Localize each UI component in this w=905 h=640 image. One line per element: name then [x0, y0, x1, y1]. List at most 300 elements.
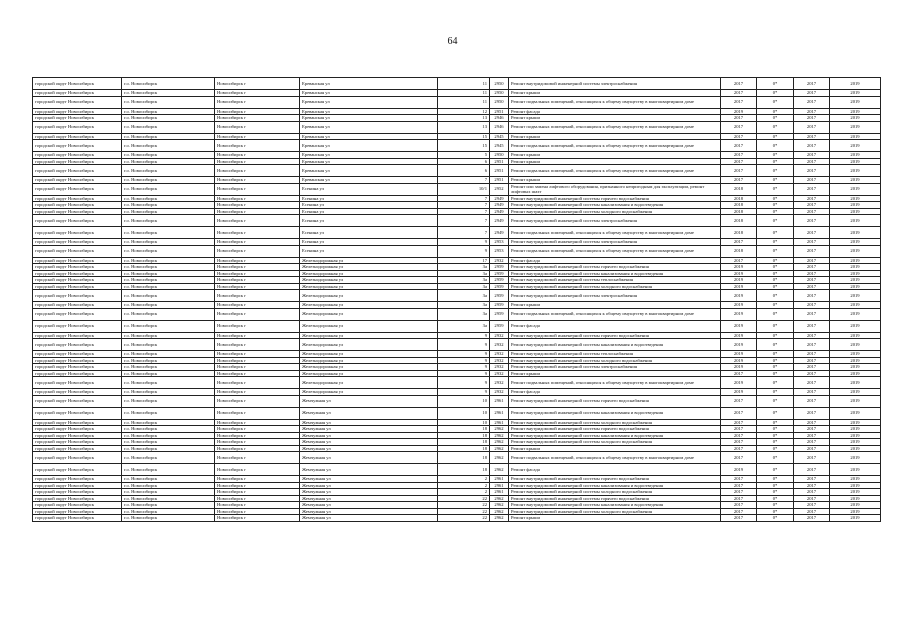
settlement-cell: г.о. Новосибирск	[122, 264, 215, 271]
house-number-cell: 7	[438, 177, 490, 184]
plan-year-cell: 2017	[794, 202, 830, 209]
settlement-cell: г.о. Новосибирск	[122, 364, 215, 371]
table-row	[33, 320, 881, 332]
house-code-cell: 2932	[490, 364, 509, 371]
plan-year-cell: 2017	[794, 377, 830, 389]
work-type-cell: Ремонт внутридомовой инженерной системы холодного водоснабжения	[509, 439, 721, 446]
house-code-cell: 2945	[490, 133, 509, 140]
house-number-cell: 17	[438, 257, 490, 264]
start-year-cell: 2017	[721, 152, 757, 159]
table-body	[33, 78, 881, 522]
work-type-cell: Ремонт внутридомовой инженерной системы холодного водоснабжения	[509, 489, 721, 496]
locality-cell: Новосибирск г	[215, 515, 300, 522]
plan-year-cell: 2017	[794, 245, 830, 257]
plan-year-cell: 2017	[794, 165, 830, 177]
work-type-cell: Ремонт подвальных помещений, относящихся к общему имуществу в многоквартирном доме	[509, 121, 721, 133]
municipality-cell: городской округ Новосибирск	[33, 177, 122, 184]
house-code-cell: 2962	[490, 515, 509, 522]
house-code-cell: 2949	[490, 202, 509, 209]
plan-year-cell: 2017	[794, 476, 830, 483]
municipality-cell: городской округ Новосибирск	[33, 495, 122, 502]
house-code-cell: 2952	[490, 183, 509, 195]
start-year-cell: 2019	[721, 389, 757, 396]
percent-cell: 0*	[757, 464, 794, 476]
locality-cell: Новосибирск г	[215, 389, 300, 396]
locality-cell: Новосибирск г	[215, 202, 300, 209]
locality-cell: Новосибирск г	[215, 283, 300, 290]
house-code-cell: 2945	[490, 140, 509, 152]
work-type-cell: Ремонт внутридомовой инженерной системы электроснабжения	[509, 290, 721, 302]
percent-cell: 0*	[757, 115, 794, 122]
settlement-cell: г.о. Новосибирск	[122, 277, 215, 284]
percent-cell: 0*	[757, 277, 794, 284]
house-number-cell: 3а	[438, 302, 490, 309]
house-code-cell: 2959	[490, 283, 509, 290]
percent-cell: 0*	[757, 208, 794, 215]
plan-year-cell: 2017	[794, 320, 830, 332]
settlement-cell: г.о. Новосибирск	[122, 320, 215, 332]
work-type-cell: Ремонт внутридомовой инженерной системы электроснабжения	[509, 239, 721, 246]
work-type-cell: Ремонт фасада	[509, 464, 721, 476]
plan-year-cell: 2017	[794, 208, 830, 215]
percent-cell: 0*	[757, 515, 794, 522]
settlement-cell: г.о. Новосибирск	[122, 407, 215, 419]
end-year-cell: 2019	[830, 445, 881, 452]
settlement-cell: г.о. Новосибирск	[122, 140, 215, 152]
work-type-cell: Ремонт подвальных помещений, относящихся к общему имуществу в многоквартирном доме	[509, 452, 721, 464]
locality-cell: Новосибирск г	[215, 407, 300, 419]
house-number-cell: 10/1	[438, 183, 490, 195]
start-year-cell: 2017	[721, 502, 757, 509]
plan-year-cell: 2017	[794, 78, 830, 90]
house-number-cell: 22	[438, 495, 490, 502]
percent-cell: 0*	[757, 308, 794, 320]
municipality-cell: городской округ Новосибирск	[33, 165, 122, 177]
plan-year-cell: 2017	[794, 96, 830, 108]
house-number-cell: 18	[438, 445, 490, 452]
percent-cell: 0*	[757, 439, 794, 446]
settlement-cell: г.о. Новосибирск	[122, 508, 215, 515]
house-number-cell: 11	[438, 90, 490, 97]
percent-cell: 0*	[757, 165, 794, 177]
street-cell: Есенина ул	[300, 239, 438, 246]
percent-cell: 0*	[757, 339, 794, 351]
start-year-cell: 2018	[721, 227, 757, 239]
work-type-cell: Ремонт внутридомовой инженерной системы горячего водоснабжения	[509, 395, 721, 407]
house-code-cell: 2932	[490, 389, 509, 396]
end-year-cell: 2019	[830, 165, 881, 177]
plan-year-cell: 2017	[794, 357, 830, 364]
percent-cell: 0*	[757, 332, 794, 339]
work-type-cell: Ремонт внутридомовой инженерной системы канализования и водоотведения	[509, 482, 721, 489]
street-cell: Железнодорожная ул	[300, 277, 438, 284]
house-number-cell: 9	[438, 351, 490, 358]
locality-cell: Новосибирск г	[215, 489, 300, 496]
house-code-cell: 2961	[490, 489, 509, 496]
start-year-cell: 2017	[721, 432, 757, 439]
start-year-cell: 2017	[721, 476, 757, 483]
percent-cell: 0*	[757, 152, 794, 159]
street-cell: Железнодорожная ул	[300, 332, 438, 339]
house-number-cell: 9	[438, 339, 490, 351]
street-cell: Железнодорожная ул	[300, 283, 438, 290]
table-row	[33, 464, 881, 476]
plan-year-cell: 2017	[794, 302, 830, 309]
settlement-cell: г.о. Новосибирск	[122, 495, 215, 502]
start-year-cell: 2019	[721, 332, 757, 339]
locality-cell: Новосибирск г	[215, 158, 300, 165]
end-year-cell: 2019	[830, 364, 881, 371]
plan-year-cell: 2017	[794, 270, 830, 277]
municipality-cell: городской округ Новосибирск	[33, 445, 122, 452]
work-type-cell: Ремонт или замена лифтового оборудования, признанного непригодным для эксплуатации, ремонт лифтовых шахт	[509, 183, 721, 195]
municipality-cell: городской округ Новосибирск	[33, 257, 122, 264]
end-year-cell: 2019	[830, 432, 881, 439]
house-code-cell: 2961	[490, 395, 509, 407]
street-cell: Есенина ул	[300, 195, 438, 202]
municipality-cell: городской округ Новосибирск	[33, 202, 122, 209]
locality-cell: Новосибирск г	[215, 195, 300, 202]
start-year-cell: 2019	[721, 351, 757, 358]
house-number-cell: 12	[438, 108, 490, 115]
locality-cell: Новосибирск г	[215, 152, 300, 159]
plan-year-cell: 2017	[794, 195, 830, 202]
municipality-cell: городской округ Новосибирск	[33, 208, 122, 215]
house-code-cell: 2951	[490, 108, 509, 115]
municipality-cell: городской округ Новосибирск	[33, 426, 122, 433]
locality-cell: Новосибирск г	[215, 351, 300, 358]
start-year-cell: 2017	[721, 439, 757, 446]
end-year-cell: 2019	[830, 183, 881, 195]
end-year-cell: 2019	[830, 208, 881, 215]
table-row	[33, 395, 881, 407]
locality-cell: Новосибирск г	[215, 370, 300, 377]
work-type-cell: Ремонт крыши	[509, 133, 721, 140]
settlement-cell: г.о. Новосибирск	[122, 152, 215, 159]
street-cell: Ереванская ул	[300, 165, 438, 177]
table-row	[33, 308, 881, 320]
plan-year-cell: 2017	[794, 489, 830, 496]
house-number-cell: 18	[438, 432, 490, 439]
plan-year-cell: 2017	[794, 395, 830, 407]
house-code-cell: 2962	[490, 432, 509, 439]
start-year-cell: 2019	[721, 320, 757, 332]
house-number-cell: 7	[438, 195, 490, 202]
plan-year-cell: 2017	[794, 407, 830, 419]
house-code-cell: 2950	[490, 96, 509, 108]
locality-cell: Новосибирск г	[215, 419, 300, 426]
street-cell: Железнодорожная ул	[300, 257, 438, 264]
street-cell: Железнодорожная ул	[300, 320, 438, 332]
end-year-cell: 2019	[830, 215, 881, 227]
plan-year-cell: 2017	[794, 389, 830, 396]
percent-cell: 0*	[757, 508, 794, 515]
house-number-cell: 22	[438, 515, 490, 522]
start-year-cell: 2017	[721, 482, 757, 489]
house-number-cell: 9	[438, 389, 490, 396]
start-year-cell: 2017	[721, 140, 757, 152]
street-cell: Ереванская ул	[300, 152, 438, 159]
work-type-cell: Ремонт крыши	[509, 177, 721, 184]
locality-cell: Новосибирск г	[215, 445, 300, 452]
plan-year-cell: 2017	[794, 439, 830, 446]
percent-cell: 0*	[757, 158, 794, 165]
settlement-cell: г.о. Новосибирск	[122, 370, 215, 377]
plan-year-cell: 2017	[794, 464, 830, 476]
start-year-cell: 2017	[721, 395, 757, 407]
municipality-cell: городской округ Новосибирск	[33, 432, 122, 439]
house-code-cell: 2950	[490, 152, 509, 159]
end-year-cell: 2019	[830, 439, 881, 446]
table-row	[33, 452, 881, 464]
start-year-cell: 2019	[721, 308, 757, 320]
end-year-cell: 2019	[830, 515, 881, 522]
locality-cell: Новосибирск г	[215, 96, 300, 108]
municipality-cell: городской округ Новосибирск	[33, 133, 122, 140]
work-type-cell: Ремонт подвальных помещений, относящихся к общему имуществу в многоквартирном доме	[509, 227, 721, 239]
settlement-cell: г.о. Новосибирск	[122, 96, 215, 108]
plan-year-cell: 2017	[794, 370, 830, 377]
percent-cell: 0*	[757, 351, 794, 358]
table-row	[33, 515, 881, 522]
percent-cell: 0*	[757, 364, 794, 371]
start-year-cell: 2017	[721, 426, 757, 433]
plan-year-cell: 2017	[794, 419, 830, 426]
start-year-cell: 2017	[721, 407, 757, 419]
street-cell: Железнодорожная ул	[300, 364, 438, 371]
street-cell: Ереванская ул	[300, 108, 438, 115]
end-year-cell: 2019	[830, 152, 881, 159]
house-number-cell: 3а	[438, 277, 490, 284]
start-year-cell: 2017	[721, 133, 757, 140]
percent-cell: 0*	[757, 445, 794, 452]
end-year-cell: 2019	[830, 495, 881, 502]
house-code-cell: 2953	[490, 245, 509, 257]
municipality-cell: городской округ Новосибирск	[33, 302, 122, 309]
house-code-cell: 2949	[490, 195, 509, 202]
settlement-cell: г.о. Новосибирск	[122, 452, 215, 464]
end-year-cell: 2019	[830, 508, 881, 515]
settlement-cell: г.о. Новосибирск	[122, 121, 215, 133]
house-code-cell: 2961	[490, 419, 509, 426]
start-year-cell: 2018	[721, 183, 757, 195]
settlement-cell: г.о. Новосибирск	[122, 183, 215, 195]
end-year-cell: 2019	[830, 202, 881, 209]
locality-cell: Новосибирск г	[215, 78, 300, 90]
work-type-cell: Ремонт внутридомовой инженерной системы холодного водоснабжения	[509, 357, 721, 364]
start-year-cell: 2017	[721, 489, 757, 496]
locality-cell: Новосибирск г	[215, 495, 300, 502]
percent-cell: 0*	[757, 407, 794, 419]
street-cell: Жемчужная ул	[300, 489, 438, 496]
street-cell: Жемчужная ул	[300, 445, 438, 452]
municipality-cell: городской округ Новосибирск	[33, 108, 122, 115]
house-code-cell: 2949	[490, 215, 509, 227]
locality-cell: Новосибирск г	[215, 227, 300, 239]
settlement-cell: г.о. Новосибирск	[122, 215, 215, 227]
end-year-cell: 2019	[830, 357, 881, 364]
house-code-cell: 2959	[490, 308, 509, 320]
house-number-cell: 10	[438, 419, 490, 426]
percent-cell: 0*	[757, 495, 794, 502]
street-cell: Есенина ул	[300, 183, 438, 195]
percent-cell: 0*	[757, 320, 794, 332]
locality-cell: Новосибирск г	[215, 339, 300, 351]
house-number-cell: 18	[438, 464, 490, 476]
percent-cell: 0*	[757, 96, 794, 108]
house-code-cell: 2959	[490, 320, 509, 332]
settlement-cell: г.о. Новосибирск	[122, 339, 215, 351]
end-year-cell: 2019	[830, 395, 881, 407]
settlement-cell: г.о. Новосибирск	[122, 290, 215, 302]
house-number-cell: 18	[438, 426, 490, 433]
plan-year-cell: 2017	[794, 445, 830, 452]
house-number-cell: 9	[438, 364, 490, 371]
municipality-cell: городской округ Новосибирск	[33, 320, 122, 332]
street-cell: Железнодорожная ул	[300, 389, 438, 396]
locality-cell: Новосибирск г	[215, 290, 300, 302]
percent-cell: 0*	[757, 239, 794, 246]
settlement-cell: г.о. Новосибирск	[122, 515, 215, 522]
house-number-cell: 9	[438, 332, 490, 339]
street-cell: Жемчужная ул	[300, 407, 438, 419]
start-year-cell: 2017	[721, 445, 757, 452]
municipality-cell: городской округ Новосибирск	[33, 239, 122, 246]
street-cell: Железнодорожная ул	[300, 302, 438, 309]
start-year-cell: 2017	[721, 158, 757, 165]
municipality-cell: городской округ Новосибирск	[33, 377, 122, 389]
percent-cell: 0*	[757, 227, 794, 239]
plan-year-cell: 2017	[794, 339, 830, 351]
municipality-cell: городской округ Новосибирск	[33, 115, 122, 122]
work-type-cell: Ремонт внутридомовой инженерной системы канализования и водоотведения	[509, 339, 721, 351]
percent-cell: 0*	[757, 215, 794, 227]
plan-year-cell: 2017	[794, 115, 830, 122]
work-type-cell: Ремонт крыши	[509, 515, 721, 522]
work-type-cell: Ремонт внутридомовой инженерной системы канализования и водоотведения	[509, 270, 721, 277]
settlement-cell: г.о. Новосибирск	[122, 332, 215, 339]
plan-year-cell: 2017	[794, 515, 830, 522]
table-row	[33, 407, 881, 419]
start-year-cell: 2017	[721, 165, 757, 177]
street-cell: Ереванская ул	[300, 140, 438, 152]
percent-cell: 0*	[757, 195, 794, 202]
plan-year-cell: 2017	[794, 332, 830, 339]
municipality-cell: городской округ Новосибирск	[33, 96, 122, 108]
house-number-cell: 9	[438, 239, 490, 246]
municipality-cell: городской округ Новосибирск	[33, 152, 122, 159]
settlement-cell: г.о. Новосибирск	[122, 482, 215, 489]
settlement-cell: г.о. Новосибирск	[122, 432, 215, 439]
plan-year-cell: 2017	[794, 257, 830, 264]
municipality-cell: городской округ Новосибирск	[33, 464, 122, 476]
house-number-cell: 15	[438, 133, 490, 140]
percent-cell: 0*	[757, 357, 794, 364]
house-code-cell: 2932	[490, 332, 509, 339]
house-code-cell: 2950	[490, 78, 509, 90]
end-year-cell: 2019	[830, 452, 881, 464]
house-number-cell: 7	[438, 215, 490, 227]
locality-cell: Новосибирск г	[215, 432, 300, 439]
street-cell: Железнодорожная ул	[300, 270, 438, 277]
table-row	[33, 215, 881, 227]
municipality-cell: городской округ Новосибирск	[33, 245, 122, 257]
locality-cell: Новосибирск г	[215, 245, 300, 257]
settlement-cell: г.о. Новосибирск	[122, 165, 215, 177]
capital-repair-table	[32, 77, 881, 522]
percent-cell: 0*	[757, 78, 794, 90]
plan-year-cell: 2017	[794, 452, 830, 464]
house-number-cell: 6	[438, 165, 490, 177]
house-number-cell: 2	[438, 476, 490, 483]
street-cell: Ереванская ул	[300, 133, 438, 140]
plan-year-cell: 2017	[794, 283, 830, 290]
house-number-cell: 18	[438, 452, 490, 464]
locality-cell: Новосибирск г	[215, 133, 300, 140]
start-year-cell: 2017	[721, 115, 757, 122]
house-number-cell: 3а	[438, 264, 490, 271]
plan-year-cell: 2017	[794, 177, 830, 184]
work-type-cell: Ремонт фасада	[509, 108, 721, 115]
street-cell: Жемчужная ул	[300, 476, 438, 483]
locality-cell: Новосибирск г	[215, 332, 300, 339]
percent-cell: 0*	[757, 419, 794, 426]
table-row	[33, 165, 881, 177]
start-year-cell: 2017	[721, 452, 757, 464]
start-year-cell: 2017	[721, 257, 757, 264]
street-cell: Есенина ул	[300, 202, 438, 209]
house-code-cell: 2932	[490, 351, 509, 358]
locality-cell: Новосибирск г	[215, 257, 300, 264]
percent-cell: 0*	[757, 108, 794, 115]
work-type-cell: Ремонт внутридомовой инженерной системы теплоснабжения	[509, 351, 721, 358]
work-type-cell: Ремонт внутридомовой инженерной системы горячего водоснабжения	[509, 476, 721, 483]
municipality-cell: городской округ Новосибирск	[33, 78, 122, 90]
locality-cell: Новосибирск г	[215, 121, 300, 133]
start-year-cell: 2018	[721, 195, 757, 202]
end-year-cell: 2019	[830, 245, 881, 257]
settlement-cell: г.о. Новосибирск	[122, 108, 215, 115]
start-year-cell: 2017	[721, 515, 757, 522]
street-cell: Ереванская ул	[300, 121, 438, 133]
plan-year-cell: 2017	[794, 90, 830, 97]
end-year-cell: 2019	[830, 426, 881, 433]
house-code-cell: 2946	[490, 115, 509, 122]
house-number-cell: 9	[438, 357, 490, 364]
start-year-cell: 2019	[721, 357, 757, 364]
plan-year-cell: 2017	[794, 351, 830, 358]
locality-cell: Новосибирск г	[215, 115, 300, 122]
municipality-cell: городской округ Новосибирск	[33, 395, 122, 407]
municipality-cell: городской округ Новосибирск	[33, 489, 122, 496]
house-number-cell: 11	[438, 78, 490, 90]
house-code-cell: 2949	[490, 227, 509, 239]
end-year-cell: 2019	[830, 108, 881, 115]
house-code-cell: 2959	[490, 264, 509, 271]
percent-cell: 0*	[757, 482, 794, 489]
street-cell: Жемчужная ул	[300, 426, 438, 433]
house-code-cell: 2962	[490, 426, 509, 433]
house-number-cell: 11	[438, 96, 490, 108]
settlement-cell: г.о. Новосибирск	[122, 283, 215, 290]
locality-cell: Новосибирск г	[215, 108, 300, 115]
house-code-cell: 2932	[490, 357, 509, 364]
start-year-cell: 2017	[721, 177, 757, 184]
locality-cell: Новосибирск г	[215, 215, 300, 227]
table-row	[33, 140, 881, 152]
municipality-cell: городской округ Новосибирск	[33, 339, 122, 351]
end-year-cell: 2019	[830, 320, 881, 332]
